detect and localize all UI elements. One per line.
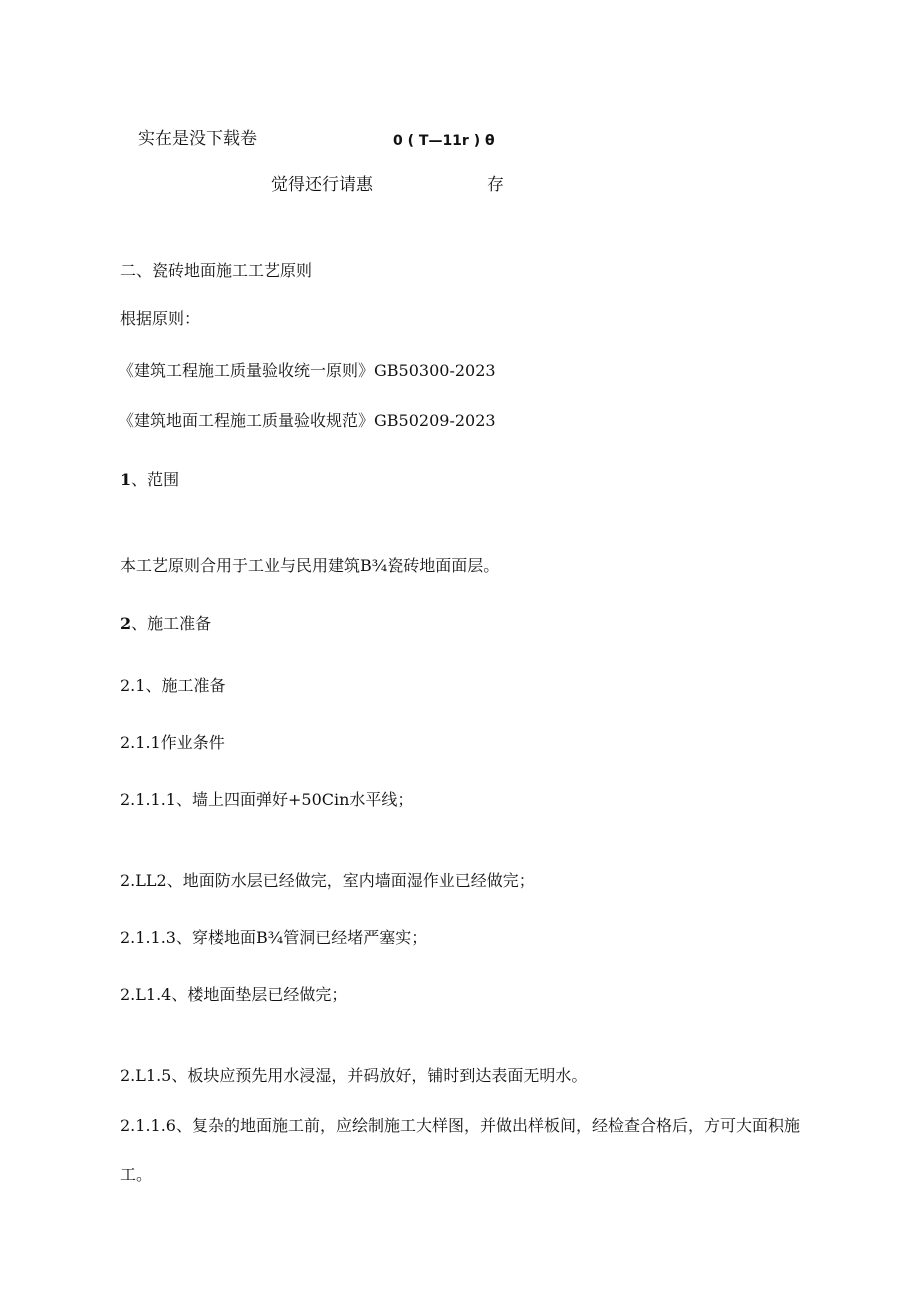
- header-second-right: 存: [487, 175, 504, 195]
- prep-heading: [120, 614, 211, 634]
- standard-item: 《建筑工程施工质量验收统一原则》GB50300-2023: [118, 361, 496, 380]
- section-title: 二、瓷砖地面施工工艺原则: [120, 261, 313, 280]
- work-conditions-heading: 2.1.1作业条件: [120, 733, 225, 752]
- condition-item: 2.1.1.3、穿楼地面B¾管洞已经堵严塞实；: [120, 928, 428, 947]
- scope-title: 、范围: [131, 470, 180, 489]
- condition-item: 2.1.1.6、复杂的地面施工前，应绘制施工大样图，并做出样板间，经检查合格后，方可大面积施: [120, 1116, 800, 1135]
- scope-body: 本工艺原则合用于工业与民用建筑B¾瓷砖地面面层。: [120, 556, 500, 575]
- prep-number: 2: [120, 614, 132, 633]
- header-second-line: 觉得还行请惠: [271, 175, 373, 195]
- prep-title: 、施工准备: [131, 614, 212, 633]
- header-formula: 0 ( T—11r ) θ: [393, 133, 495, 149]
- prep-subheading: 2.1、施工准备: [120, 676, 226, 695]
- condition-item: 2.L1.4、楼地面垫层已经做完；: [120, 985, 348, 1004]
- scope-number: 1: [120, 470, 132, 489]
- condition-item: 2.LL2、地面防水层已经做完，室内墙面湿作业已经做完；: [120, 871, 535, 890]
- condition-item: 2.1.1.1、墙上四面弹好+50Cin水平线；: [120, 790, 414, 809]
- header-left-text: 实在是没下载卷: [138, 129, 257, 149]
- condition-item-continued: 工。: [120, 1165, 153, 1184]
- basis-label: 根据原则：: [120, 309, 201, 328]
- scope-heading: [120, 470, 179, 490]
- condition-item: 2.L1.5、板块应预先用水浸湿，并码放好，铺时到达表面无明水。: [120, 1066, 588, 1085]
- standard-item: 《建筑地面工程施工质量验收规范》GB50209-2023: [118, 411, 496, 430]
